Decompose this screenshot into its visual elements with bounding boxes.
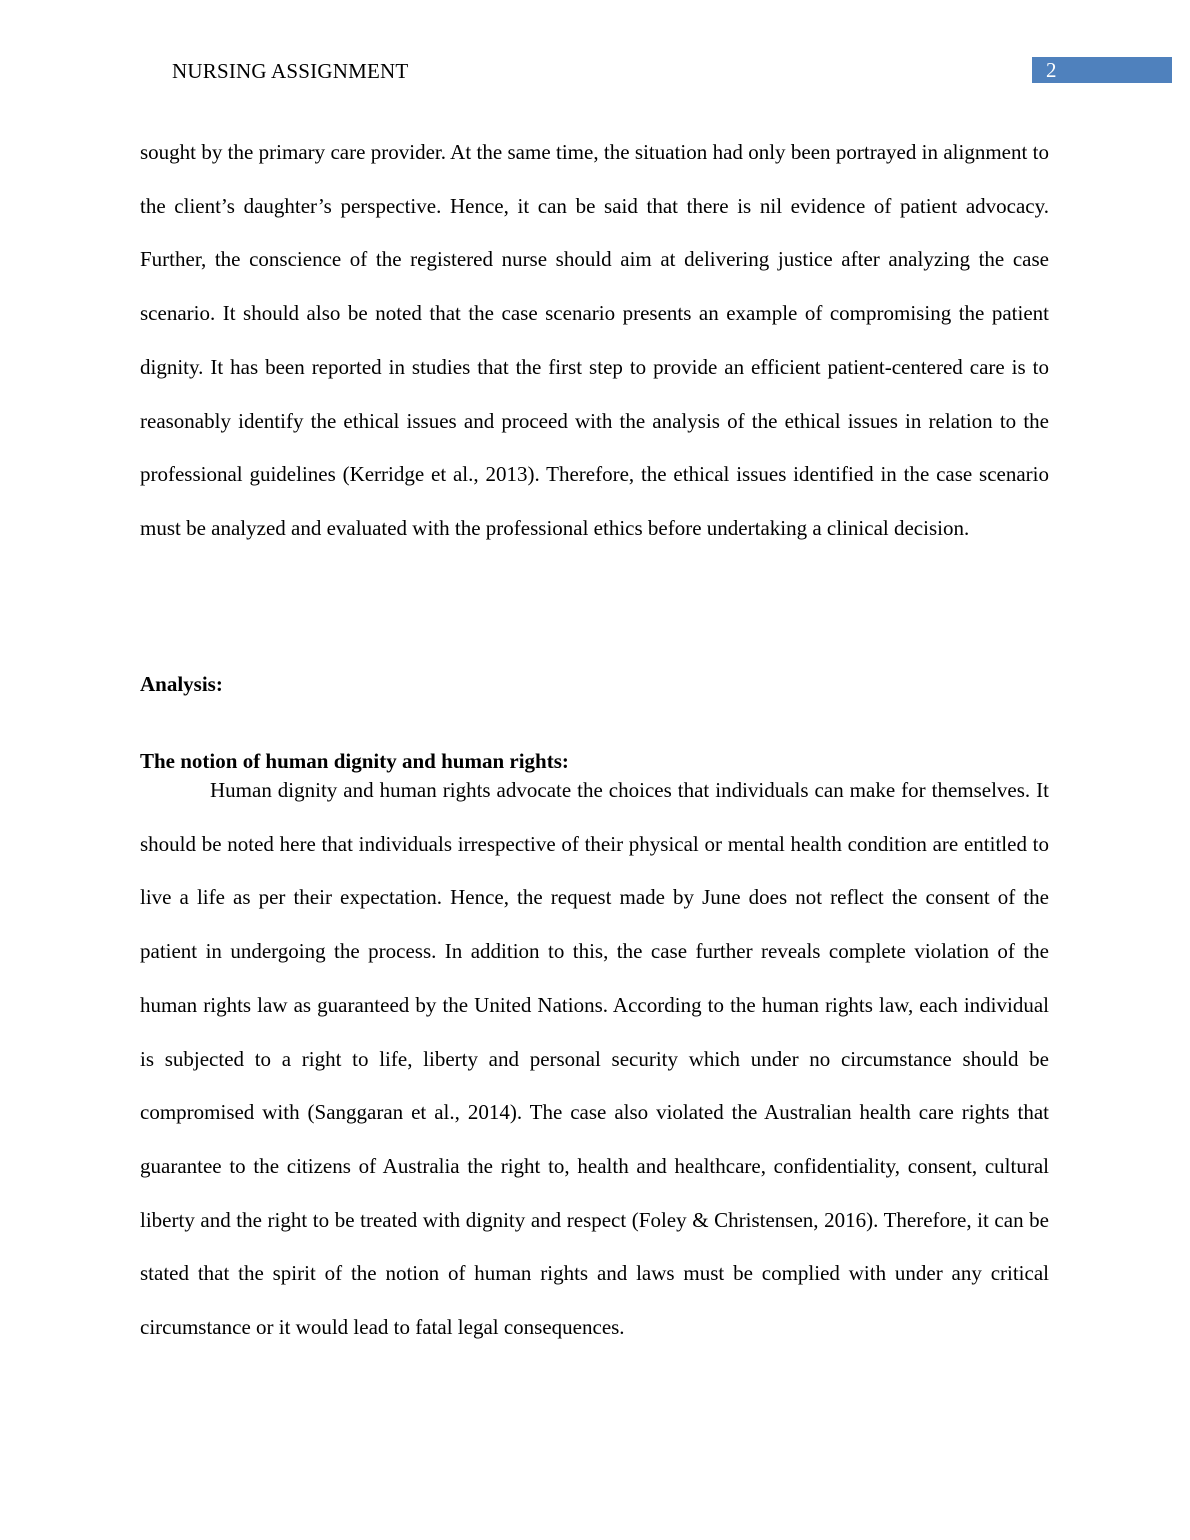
body-paragraph-1: sought by the primary care provider. At the same time, the situation had only been portrayed in alignment to the client’s daughter’s perspective. Hence, it can be said that there is nil evidence of patient advocacy. Further, the conscience of the registered nurse should aim at delivering justice after analyzing the case scenario. It should also be noted that the case scenario presents an example of compromising the patient dignity. It has been reported in studies that the first step to provide an efficient patient-centered care is to reasonably identify the ethical issues and proceed with the analysis of the ethical issues in relation to the professional guidelines (Kerridge et al., 2013). Therefore, the ethical issues identified in the case scenario must be analyzed and evaluated with the professional ethics before undertaking a clinical decision.	[140, 140, 1049, 540]
page-number-badge: 2	[1032, 57, 1172, 83]
body-paragraph-2: Human dignity and human rights advocate the choices that individuals can make for themselves. It should be noted here that individuals irrespective of their physical or mental health condition are entitled to live a life as per their expectation. Hence, the request made by June does not reflect the consent of the patient in undergoing the process. In addition to this, the case further reveals complete violation of the human rights law as guaranteed by the United Nations. According to the human rights law, each individual is subjected to a right to life, liberty and personal security which under no circumstance should be compromised with (Sanggaran et al., 2014). The case also violated the Australian health care rights that guarantee to the citizens of Australia the right to, health and healthcare, confidentiality, consent, cultural liberty and the right to be treated with dignity and respect (Foley & Christensen, 2016). Therefore, it can be stated that the spirit of the notion of human rights and laws must be complied with under any critical circumstance or it would lead to fatal legal consequences.	[140, 778, 1049, 1340]
section-heading-analysis: Analysis:	[140, 672, 223, 696]
subsection-heading-human-dignity: The notion of human dignity and human rights:	[140, 749, 569, 773]
running-header-title: NURSING ASSIGNMENT	[172, 59, 409, 83]
